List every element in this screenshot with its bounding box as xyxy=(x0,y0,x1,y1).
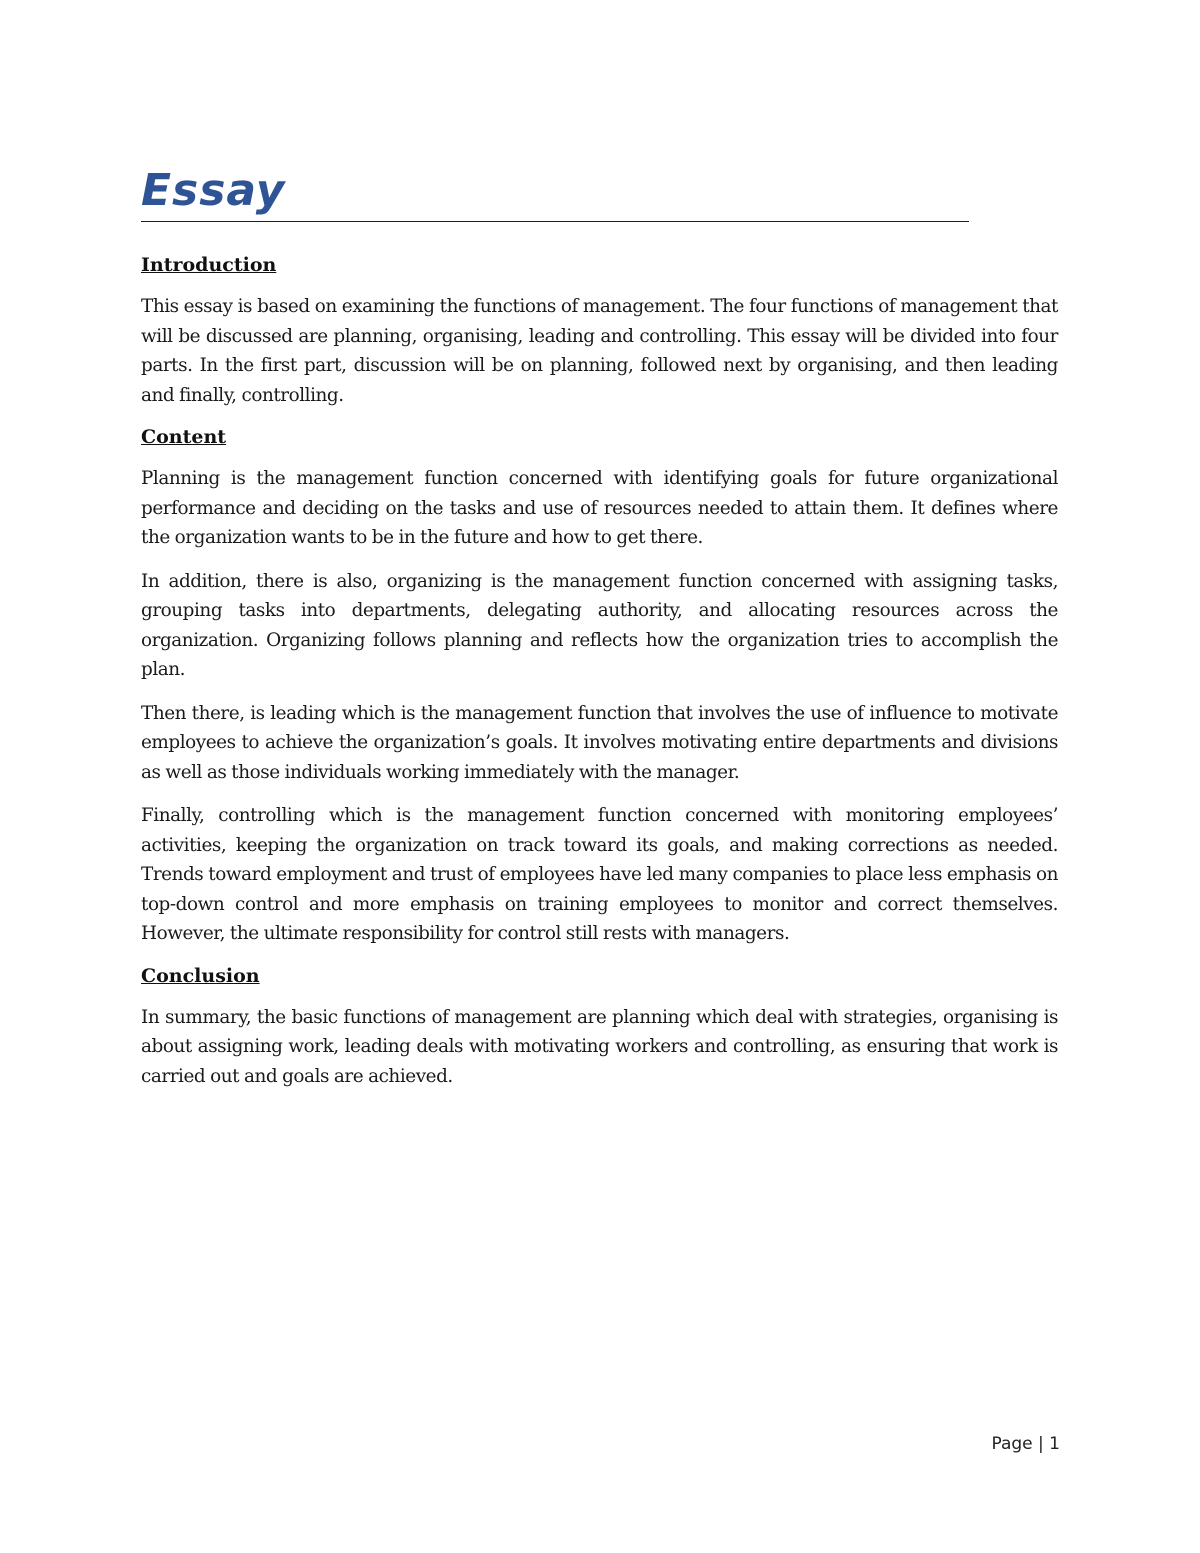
section-heading-introduction: Introduction xyxy=(141,254,277,276)
paragraph-conclusion: In summary, the basic functions of management are planning which deal with strategies, organising is about assigning work, leading deals with motivating workers and controlling, as ensuring that work is carried out and goals are achieved. xyxy=(141,1006,1058,1087)
paragraph-organizing: In addition, there is also, organizing is the management function concerned with assigning tasks, grouping tasks into departments, delegating authority, and allocating resources across the organization. Organizing follows planning and reflects how the organization tries to accomplish the plan. xyxy=(141,570,1058,680)
section-introduction xyxy=(141,252,1058,410)
paragraph-planning: Planning is the management function concerned with identifying goals for future organizational performance and deciding on the tasks and use of resources needed to attain them. It defines where the organization wants to be in the future and how to get there. xyxy=(141,468,1058,548)
paragraph-controlling: Finally, controlling which is the management function concerned with monitoring employees’ activities, keeping the organization on track toward its goals, and making corrections as needed. Trends toward employment and trust of employees have led many companies to place less emphasis on top-down control and more emphasis on training employees to monitor and correct themselves. However, the ultimate responsibility for control still rests with managers. xyxy=(141,805,1058,944)
document-title: Essay xyxy=(141,165,286,216)
section-heading-content: Content xyxy=(141,426,227,448)
section-content xyxy=(141,424,1058,949)
section-conclusion xyxy=(141,963,1058,1092)
section-heading-conclusion: Conclusion xyxy=(141,964,260,987)
paragraph-leading: Then there, is leading which is the management function that involves the use of influence to motivate employees to achieve the organization’s goals. It involves motivating entire departments and divisions as well as those individuals working immediately with the manager. xyxy=(141,702,1058,783)
page-number-footer: Page | 1 xyxy=(991,1434,1060,1454)
document-body xyxy=(141,163,1058,1105)
paragraph-introduction: This essay is based on examining the functions of management. The four functions of management that will be discussed are planning, organising, leading and controlling. This essay will be divided into four parts. In the first part, discussion will be on planning, followed next by organising, and then leading and finally, controlling. xyxy=(141,296,1058,406)
title-underline-rule xyxy=(141,221,969,222)
